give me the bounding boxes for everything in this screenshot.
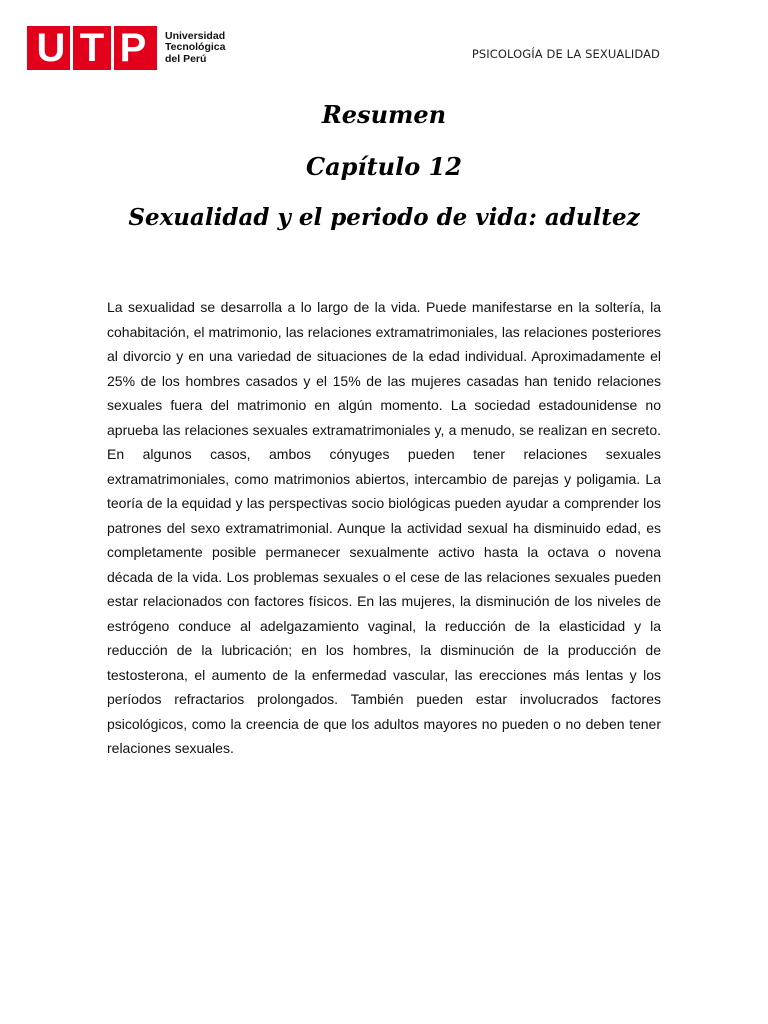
- logo-letter-u: U: [36, 26, 66, 70]
- university-name-line-2: Tecnológica: [165, 41, 226, 54]
- topic-title: Sexualidad y el periodo de vida: adultez: [128, 204, 640, 231]
- summary-title: Resumen: [321, 100, 447, 129]
- utp-logo-mark: [27, 26, 157, 70]
- university-name-line-1: Universidad: [165, 29, 226, 42]
- logo-letter-t: T: [79, 26, 105, 70]
- course-header: PSICOLOGÍA DE LA SEXUALIDAD: [471, 47, 660, 61]
- chapter-title: Capítulo 12: [306, 152, 462, 181]
- utp-logo: [27, 26, 225, 70]
- university-name: [165, 31, 225, 66]
- logo-letter-p: P: [119, 26, 147, 70]
- university-name-line-3: del Perú: [165, 52, 207, 65]
- summary-paragraph: La sexualidad se desarrolla a lo largo de la vida. Puede manifestarse en la soltería, la cohabitación, el matrimonio, las relaciones extramatrimoniales, las relaciones posteriores al divorcio y en una variedad de situaciones de la edad individual. Aproximadamente el 25% de los hombres casados y el 15% de las mujeres casadas han tenido relaciones sexuales fuera del matrimonio en algún momento. La sociedad estadounidense no aprueba las relaciones sexuales extramatrimoniales y, a menudo, se realizan en secreto. En algunos casos, ambos cónyuges pueden tener relaciones sexuales extramatrimoniales, como matrimonios abiertos, intercambio de parejas y poligamia. La teoría de la equidad y las perspectivas socio biológicas pueden ayudar a comprender los patrones del sexo extramatrimonial. Aunque la actividad sexual ha disminuido edad, es completamente posible permanecer sexualmente activo hasta la octava o novena década de la vida. Los problemas sexuales o el cese de las relaciones sexuales pueden estar relacionados con factores físicos. En las mujeres, la disminución de los niveles de estrógeno conduce al adelgazamiento vaginal, la reducción de la elasticidad y la reducción de la lubricación; en los hombres, la disminución de la producción de testosterona, el aumento de la enfermedad vascular, las erecciones más lentas y los períodos refractarios prolongados. También pueden estar involucrados factores psicológicos, como la creencia de que los adultos mayores no pueden o no deben tener relaciones sexuales.: [107, 299, 661, 756]
